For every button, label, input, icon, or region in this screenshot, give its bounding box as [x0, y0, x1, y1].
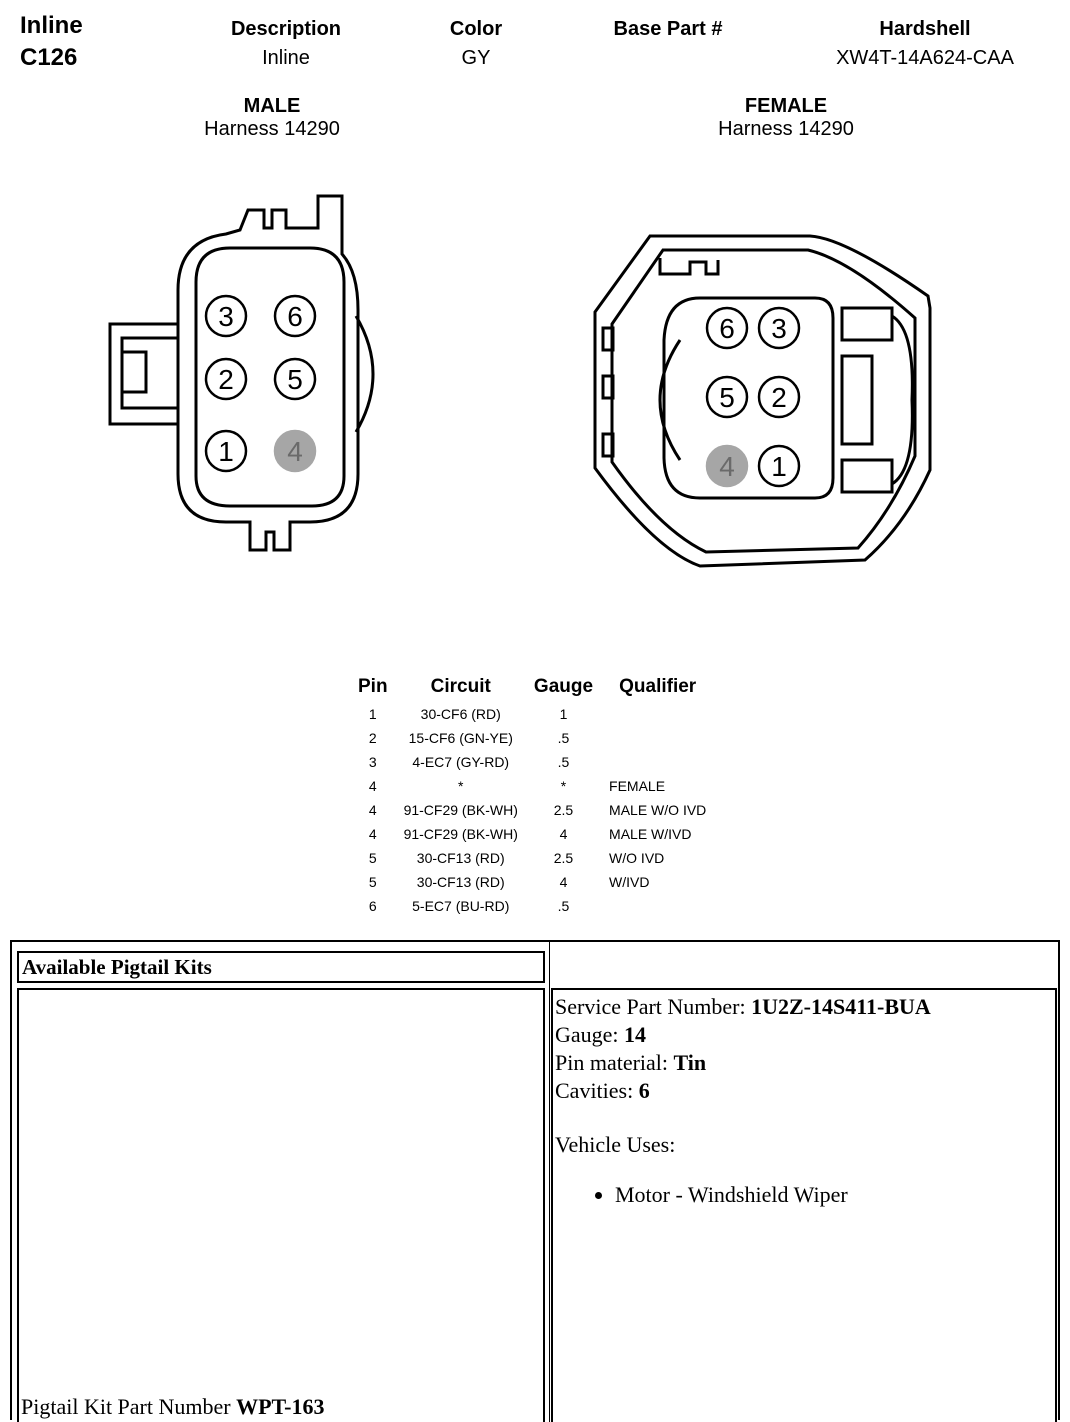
pigtail-kits-panel	[10, 940, 1060, 1420]
pigtail-kits-title: Available Pigtail Kits	[17, 951, 545, 983]
gauge-cell: 2.5	[553, 850, 574, 866]
pigtail-kit-part-number	[21, 1394, 325, 1420]
connector-type: Inline	[20, 12, 83, 39]
pin-cell: 3	[368, 754, 377, 770]
gauge-cell: .5	[557, 730, 570, 746]
pin-cell: 5	[368, 874, 377, 890]
hardshell-value: XW4T-14A624-CAA	[836, 47, 1014, 69]
pin-cell: 4	[368, 802, 377, 818]
gauge-cell: .5	[557, 754, 570, 770]
male-title: MALE	[243, 95, 301, 117]
qualifier-cell	[601, 750, 714, 774]
gauge-cell: 2.5	[553, 802, 574, 818]
pin-cell: 4	[368, 826, 377, 842]
pin-header: Pin	[358, 676, 388, 697]
pin-table-row	[350, 822, 714, 846]
female-harness: Harness 14290	[718, 118, 854, 140]
pin-table-row	[350, 702, 714, 726]
qualifier-cell	[601, 702, 714, 726]
pin-number: 4	[287, 436, 303, 467]
pin-table-row	[350, 846, 714, 870]
kit-label: Pigtail Kit Part Number	[21, 1394, 237, 1419]
gauge-value: 14	[624, 1022, 647, 1047]
gauge-cell: 1	[559, 706, 568, 722]
pin-material-label: Pin material:	[555, 1050, 674, 1075]
cavities-value: 6	[638, 1078, 650, 1103]
circuit-cell: *	[458, 778, 464, 794]
male-harness: Harness 14290	[204, 118, 340, 140]
pin-table-row	[350, 798, 714, 822]
connector-diagram	[0, 0, 1070, 640]
circuit-cell: 91-CF29 (BK-WH)	[403, 802, 518, 818]
pin-cell: 1	[368, 706, 377, 722]
connector-id: C126	[20, 44, 78, 71]
description-value: Inline	[262, 47, 310, 69]
panel-divider	[549, 942, 550, 1422]
qualifier-cell: FEMALE	[609, 778, 666, 794]
pin-table-row	[350, 726, 714, 750]
gauge-line	[555, 1021, 1053, 1049]
vehicle-uses-list	[555, 1181, 1053, 1209]
pin-number: 2	[218, 364, 234, 395]
color-label: Color	[449, 18, 503, 40]
pin-table-header	[350, 676, 714, 702]
pin-cell: 4	[368, 778, 377, 794]
qualifier-cell	[601, 894, 714, 918]
pin-table	[350, 676, 714, 918]
hardshell-label: Hardshell	[879, 18, 971, 40]
female-title: FEMALE	[744, 95, 828, 117]
pin-number: 6	[719, 313, 735, 344]
gauge-cell: *	[560, 778, 567, 794]
vehicle-use-item: • Motor - Windshield Wiper	[615, 1181, 1053, 1209]
circuit-cell: 91-CF29 (BK-WH)	[403, 826, 518, 842]
pin-table-row	[350, 774, 714, 798]
pin-table-row	[350, 894, 714, 918]
service-part-line	[555, 993, 1053, 1021]
pigtail-details-cell	[551, 988, 1057, 1422]
pin-cell: 6	[368, 898, 377, 914]
service-label: Service Part Number:	[555, 994, 752, 1019]
circuit-cell: 30-CF13 (RD)	[416, 850, 505, 866]
pin-number: 3	[771, 313, 787, 344]
gauge-header: Gauge	[533, 676, 594, 697]
male-pins	[206, 296, 315, 471]
pin-table-body	[350, 702, 714, 918]
circuit-cell: 30-CF6 (RD)	[420, 706, 501, 722]
circuit-cell: 5-EC7 (BU-RD)	[412, 898, 510, 914]
cavities-label: Cavities:	[555, 1078, 639, 1103]
pin-table-row	[350, 870, 714, 894]
pin-number: 6	[287, 301, 303, 332]
pigtail-image-cell	[17, 988, 545, 1422]
description-label: Description	[230, 18, 342, 40]
gauge-cell: .5	[557, 898, 570, 914]
pin-number: 5	[287, 364, 303, 395]
pin-number: 2	[771, 382, 787, 413]
pin-number: 3	[218, 301, 234, 332]
female-pins	[707, 308, 799, 486]
pin-number: 1	[771, 451, 787, 482]
service-value: 1U2Z-14S411-BUA	[751, 994, 931, 1019]
vehicle-uses-label: Vehicle Uses:	[555, 1132, 676, 1157]
pin-material-line	[555, 1049, 1053, 1077]
gauge-cell: 4	[559, 874, 568, 890]
kit-number: WPT-163	[236, 1394, 325, 1419]
circuit-cell: 30-CF13 (RD)	[416, 874, 505, 890]
circuit-header: Circuit	[430, 676, 491, 697]
qualifier-cell: W/IVD	[609, 874, 650, 890]
cavities-line	[555, 1077, 1053, 1105]
qualifier-cell: MALE W/O IVD	[609, 802, 707, 818]
qualifier-cell	[601, 726, 714, 750]
pin-number: 4	[719, 451, 735, 482]
qualifier-cell: MALE W/IVD	[609, 826, 692, 842]
base-part-label: Base Part #	[613, 18, 723, 40]
circuit-cell: 4-EC7 (GY-RD)	[412, 754, 510, 770]
qualifier-cell: W/O IVD	[609, 850, 665, 866]
pin-cell: 5	[368, 850, 377, 866]
gauge-cell: 4	[559, 826, 568, 842]
pin-number: 1	[218, 436, 234, 467]
pin-table-row	[350, 750, 714, 774]
circuit-cell: 15-CF6 (GN-YE)	[408, 730, 513, 746]
pin-number: 5	[719, 382, 735, 413]
color-value: GY	[461, 47, 491, 69]
pin-cell: 2	[368, 730, 377, 746]
qualifier-header: Qualifier	[619, 676, 697, 697]
gauge-label: Gauge:	[555, 1022, 625, 1047]
pin-material-value: Tin	[673, 1050, 707, 1075]
